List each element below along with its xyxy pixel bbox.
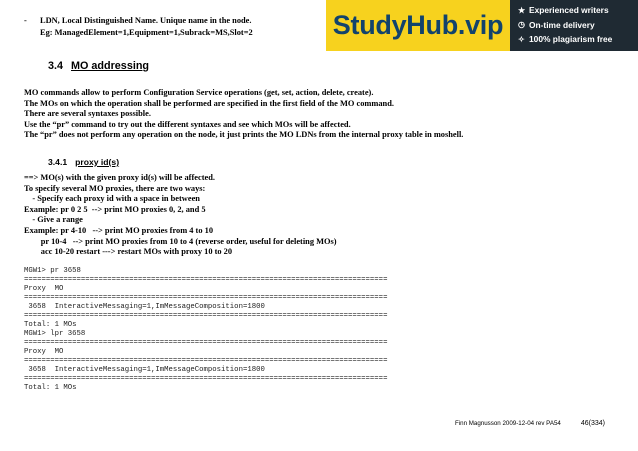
- paragraph-line: The MOs on which the operation shall be performed are specified in the first field of the MO command.: [24, 98, 394, 108]
- subsection-heading: [48, 157, 119, 167]
- list-dash: -: [24, 16, 27, 25]
- paragraph-line: Example: pr 4-10 --> print MO proxies from 4 to 10: [24, 225, 214, 235]
- code-line: MGW1> pr 3658: [24, 267, 81, 275]
- code-line: 3658 InteractiveMessaging=1,ImMessageComposition=1800: [24, 303, 265, 311]
- paragraph-line: Example: pr 0 2 5 --> print MO proxies 0, 2, and 5: [24, 204, 206, 214]
- paragraph-line: - Give a range: [24, 215, 83, 225]
- paragraph-line: MO commands allow to perform Configuration Service operations (get, set, action, delete, create).: [24, 88, 374, 97]
- subsection-title: proxy id(s): [75, 157, 120, 167]
- ldn-definition: LDN, Local Distinguished Name. Unique name in the node.: [40, 16, 252, 25]
- code-line: ===================================================================================: [24, 276, 388, 284]
- perk-label: 100% plagiarism free: [529, 34, 613, 45]
- subsection-number: 3.4.1: [48, 157, 68, 167]
- code-line: MGW1> lpr 3658: [24, 330, 86, 338]
- code-line: ===================================================================================: [24, 339, 388, 347]
- code-line: ===================================================================================: [24, 357, 388, 365]
- section-number: 3.4: [48, 60, 64, 72]
- code-line: Total: 1 MOs: [24, 384, 77, 392]
- perk-item: [518, 32, 638, 47]
- perk-label: Experienced writers: [529, 5, 609, 16]
- perk-item: [518, 3, 638, 18]
- paragraph-line: Use the “pr” command to try out the different syntaxes and see which MOs will be affected.: [24, 119, 351, 129]
- code-line: Total: 1 MOs: [24, 321, 77, 329]
- code-line: 3658 InteractiveMessaging=1,ImMessageComposition=1800: [24, 366, 265, 374]
- code-line: ===================================================================================: [24, 312, 388, 320]
- terminal-output: [24, 267, 387, 393]
- section-heading: [48, 60, 149, 72]
- mo-commands-paragraph: [24, 88, 463, 141]
- studyhub-ad-banner[interactable]: [326, 0, 638, 51]
- paragraph-line: There are several syntaxes possible.: [24, 109, 151, 119]
- paragraph-line: pr 10-4 --> print MO proxies from 10 to 4 (reverse order, useful for deleting MOs): [24, 236, 337, 246]
- code-line: Proxy MO: [24, 285, 64, 293]
- star-icon: ★: [518, 5, 526, 15]
- proxy-id-paragraph: [24, 173, 337, 258]
- page-footer: [455, 420, 605, 427]
- page-number: 46(334): [580, 420, 605, 427]
- paragraph-line: To specify several MO proxies, there are two ways:: [24, 183, 206, 193]
- section-title: MO addressing: [71, 60, 150, 72]
- badge-icon: ✧: [518, 34, 525, 44]
- paragraph-line: ==> MO(s) with the given proxy id(s) will be affected.: [24, 173, 215, 182]
- paragraph-line: acc 10-20 restart ---> restart MOs with proxy 10 to 20: [24, 247, 233, 257]
- footer-author: Finn Magnusson 2009-12-04 rev PA54: [455, 420, 561, 427]
- paragraph-line: The “pr” does not perform any operation on the node, it just prints the MO LDNs from the internal proxy table in moshell.: [24, 130, 464, 140]
- paragraph-line: - Specify each proxy id with a space in between: [24, 194, 200, 204]
- code-line: Proxy MO: [24, 348, 64, 356]
- brand-name: StudyHub.vip: [332, 10, 504, 40]
- clock-icon: ◷: [518, 20, 525, 30]
- perk-label: On-time delivery: [529, 19, 595, 30]
- ldn-example: Eg: ManagedElement=1,Equipment=1,Subrack=MS,Slot=2: [40, 28, 253, 37]
- perk-item: [518, 18, 638, 33]
- code-line: ===================================================================================: [24, 294, 388, 302]
- perks-list: [510, 0, 638, 51]
- studyhub-logo[interactable]: [326, 0, 510, 51]
- code-line: ===================================================================================: [24, 375, 388, 383]
